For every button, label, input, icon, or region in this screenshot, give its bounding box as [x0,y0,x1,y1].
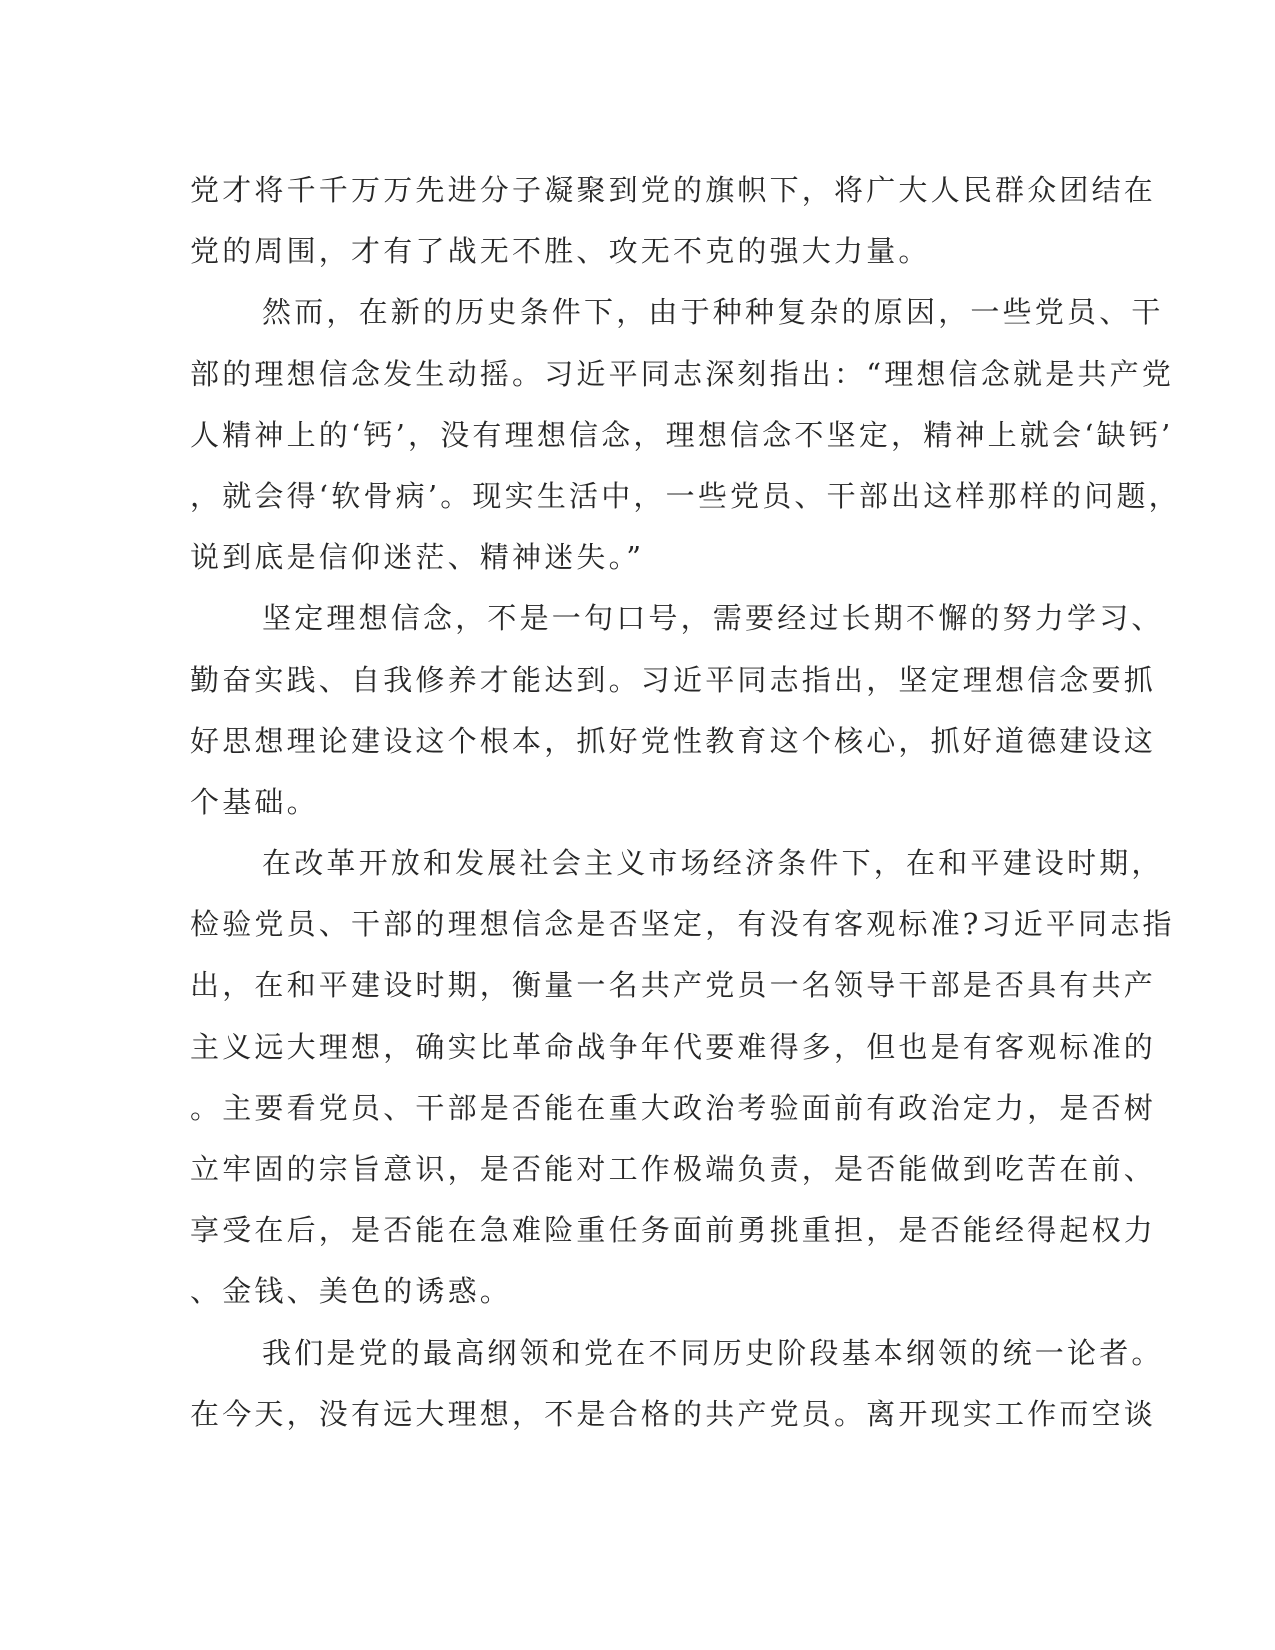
text-line: 。主要看党员、干部是否能在重大政治考验面前有政治定力，是否树 [190,1090,1157,1125]
text-line: 立牢固的宗旨意识，是否能对工作极端负责，是否能做到吃苦在前、 [190,1152,1157,1186]
text-line: 主义远大理想，确实比革命战争年代要难得多，但也是有客观标准的 [190,1029,1157,1064]
paragraph-start-line: 在改革开放和发展社会主义市场经济条件下，在和平建设时期， [262,846,1164,881]
paragraph-start-line: 我们是党的最高纲领和党在不同历史阶段基本纲领的统一论者。 [262,1335,1164,1370]
text-line: 在今天，没有远大理想，不是合格的共产党员。离开现实工作而空谈 [190,1396,1157,1431]
text-line: 勤奋实践、自我修养才能达到。习近平同志指出，坚定理想信念要抓 [190,662,1157,697]
text-line: 享受在后，是否能在急难险重任务面前勇挑重担，是否能经得起权力 [190,1213,1157,1248]
text-line: 、金钱、美色的诱惑。 [190,1274,513,1309]
body-text [190,160,1181,1445]
paragraph-start-line: 然而，在新的历史条件下，由于种种复杂的原因，一些党员、干 [262,295,1164,330]
paragraph-start-line: 坚定理想信念，不是一句口号，需要经过长期不懈的努力学习、 [262,601,1164,636]
text-line: 检验党员、干部的理想信念是否坚定，有没有客观标准?习近平同志指 [190,907,1175,942]
text-line: 党才将千千万万先进分子凝聚到党的旗帜下，将广大人民群众团结在 [190,173,1157,207]
text-line: 人精神上的‘钙’，没有理想信念，理想信念不坚定，精神上就会‘缺钙’ [190,417,1174,452]
text-line: 党的周围，才有了战无不胜、攻无不克的强大力量。 [190,234,931,269]
text-line: 说到底是信仰迷茫、精神迷失。” [190,540,645,575]
text-line: ，就会得‘软骨病’。现实生活中，一些党员、干部出这样那样的问题， [190,478,1181,513]
text-line: 出，在和平建设时期，衡量一名共产党员一名领导干部是否具有共产 [190,968,1157,1003]
text-line: 好思想理论建设这个根本，抓好党性教育这个核心，抓好道德建设这 [190,723,1157,758]
text-line: 个基础。 [190,784,319,819]
text-line: 部的理想信念发生动摇。习近平同志深刻指出：“理想信念就是共产党 [190,356,1175,391]
